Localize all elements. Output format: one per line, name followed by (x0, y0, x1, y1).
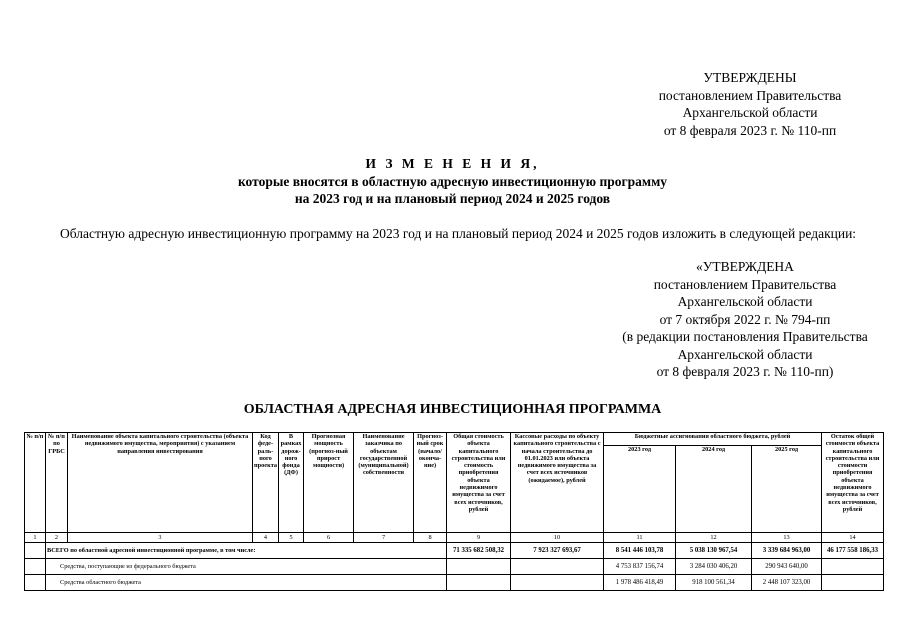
header-road-fund: В рамках дорож-ного фонда (ДФ) (279, 433, 304, 533)
table-cell-empty (25, 543, 46, 559)
program-approval-line-2: постановлением Правительства (653, 276, 837, 292)
total-cash-expenses-value: 7 923 327 693,67 (511, 543, 604, 559)
federal-row-label: Средства, поступающие из федерального бюджета (46, 559, 447, 575)
regional-row-label: Средства областного бюджета (46, 575, 447, 591)
federal-2024-value: 3 284 030 406,20 (676, 559, 752, 575)
column-number: 8 (414, 533, 447, 543)
header-cash-expenses: Кассовые расходы по объекту капитального строительства с начала строительства до 01.01.2023 или объекта недвижимого имущества за счет всех источников (ожидаемое), рублей (511, 433, 604, 533)
column-number: 2 (46, 533, 68, 543)
header-budget-allocations: Бюджетные ассигнования областного бюджета, рублей (604, 433, 822, 446)
column-number: 7 (354, 533, 414, 543)
approval-line-3: Архангельской области (682, 105, 818, 120)
header-capacity: Прогнозная мощность (прогноз-ный прирост мощности) (304, 433, 354, 533)
header-year-2024: 2024 год (676, 446, 752, 533)
table-header-row-1 (25, 433, 884, 446)
column-number: 12 (676, 533, 752, 543)
approval-stamp-top (630, 69, 870, 139)
program-approval-line-7: от 8 февраля 2023 г. № 110-пп) (656, 364, 834, 379)
table-cell-empty (25, 559, 46, 575)
intro-paragraph: Областную адресную инвестиционную программу на 2023 год и на плановый период 2024 и 2025 годов изложить в следующей редакции: (60, 226, 857, 241)
regional-2023-value: 1 978 486 418,49 (604, 575, 676, 591)
program-approval-line-4: от 7 октября 2022 г. № 794-пп (659, 311, 831, 327)
table-cell-empty (25, 575, 46, 591)
document-subtitle-line-2: на 2023 год и на плановый период 2024 и 2025 годов (294, 191, 611, 206)
total-2025-value: 3 339 684 963,00 (752, 543, 822, 559)
column-number: 10 (511, 533, 604, 543)
header-total-cost: Общая стоимость объекта капитального строительства или стоимость приобретения объекта недвижимого имущества за счет всех источников, рублей (447, 433, 511, 533)
approval-line-4: от 8 февраля 2023 г. № 110-пп (663, 122, 837, 138)
program-approval-line-6: Архангельской области (677, 346, 813, 362)
investment-program-table (24, 432, 884, 591)
header-customer: Наименование заказчика по объектам государственной (муниципальной) собственности (354, 433, 414, 533)
table-cell-empty (511, 575, 604, 591)
column-number: 9 (447, 533, 511, 543)
table-cell-empty (822, 575, 884, 591)
total-remaining-value: 46 177 558 186,33 (822, 543, 884, 559)
document-subtitle-line-1: которые вносятся в областную адресную инвестиционную программу (237, 174, 668, 189)
total-2024-value: 5 038 130 967,54 (676, 543, 752, 559)
table-cell-empty (511, 559, 604, 575)
table-row-federal (25, 559, 884, 575)
header-term: Прогноз-ный срок (начало/ оконча-ние) (414, 433, 447, 533)
column-number: 3 (68, 533, 253, 543)
table-cell-empty (447, 575, 511, 591)
table-row-total (25, 543, 884, 559)
document-title: И З М Е Н Е Н И Я, (365, 156, 540, 171)
table-cell-empty (447, 559, 511, 575)
column-number: 1 (25, 533, 46, 543)
header-remaining-cost: Остаток общей стоимости объекта капитального строительства или стоимости приобретения объекта недвижимого имущества за счет всех источников, рублей (822, 433, 884, 533)
header-row-number: № п/п (25, 433, 46, 533)
column-number: 4 (253, 533, 279, 543)
header-federal-project-code: Код феде-раль-ного проекта (253, 433, 279, 533)
column-number: 13 (752, 533, 822, 543)
program-approval-line-5: (в редакции постановления Правительства (622, 329, 868, 344)
column-number: 14 (822, 533, 884, 543)
column-number: 11 (604, 533, 676, 543)
total-row-label: ВСЕГО по областной адресной инвестиционной программе, в том числе: (46, 543, 447, 559)
total-2023-value: 8 541 446 103,78 (604, 543, 676, 559)
program-approval-line-3: Архангельской области (677, 294, 813, 309)
column-number: 6 (304, 533, 354, 543)
header-object-name: Наименование объекта капитального строительства (объекта недвижимого имущества, мероприятия) с указанием направления инвестирования (68, 433, 253, 533)
approval-line-2: постановлением Правительства (658, 87, 842, 103)
approval-line-1: УТВЕРЖДЕНЫ (703, 70, 797, 85)
table-cell-empty (822, 559, 884, 575)
column-number: 5 (279, 533, 304, 543)
column-number-row (25, 533, 884, 543)
program-title: ОБЛАСТНАЯ АДРЕСНАЯ ИНВЕСТИЦИОННАЯ ПРОГРАММА (243, 402, 662, 417)
table-row-regional (25, 575, 884, 591)
header-year-2025: 2025 год (752, 446, 822, 533)
regional-2025-value: 2 448 107 323,00 (752, 575, 822, 591)
header-year-2023: 2023 год (604, 446, 676, 533)
federal-2023-value: 4 753 837 156,74 (604, 559, 676, 575)
total-cost-value: 71 335 682 508,32 (447, 543, 511, 559)
approval-stamp-program (590, 258, 900, 381)
program-approval-line-1: «УТВЕРЖДЕНА (696, 259, 794, 274)
regional-2024-value: 918 100 561,34 (676, 575, 752, 591)
header-grbs-number: № п/п по ГРБС (46, 433, 68, 533)
federal-2025-value: 290 943 640,00 (752, 559, 822, 575)
